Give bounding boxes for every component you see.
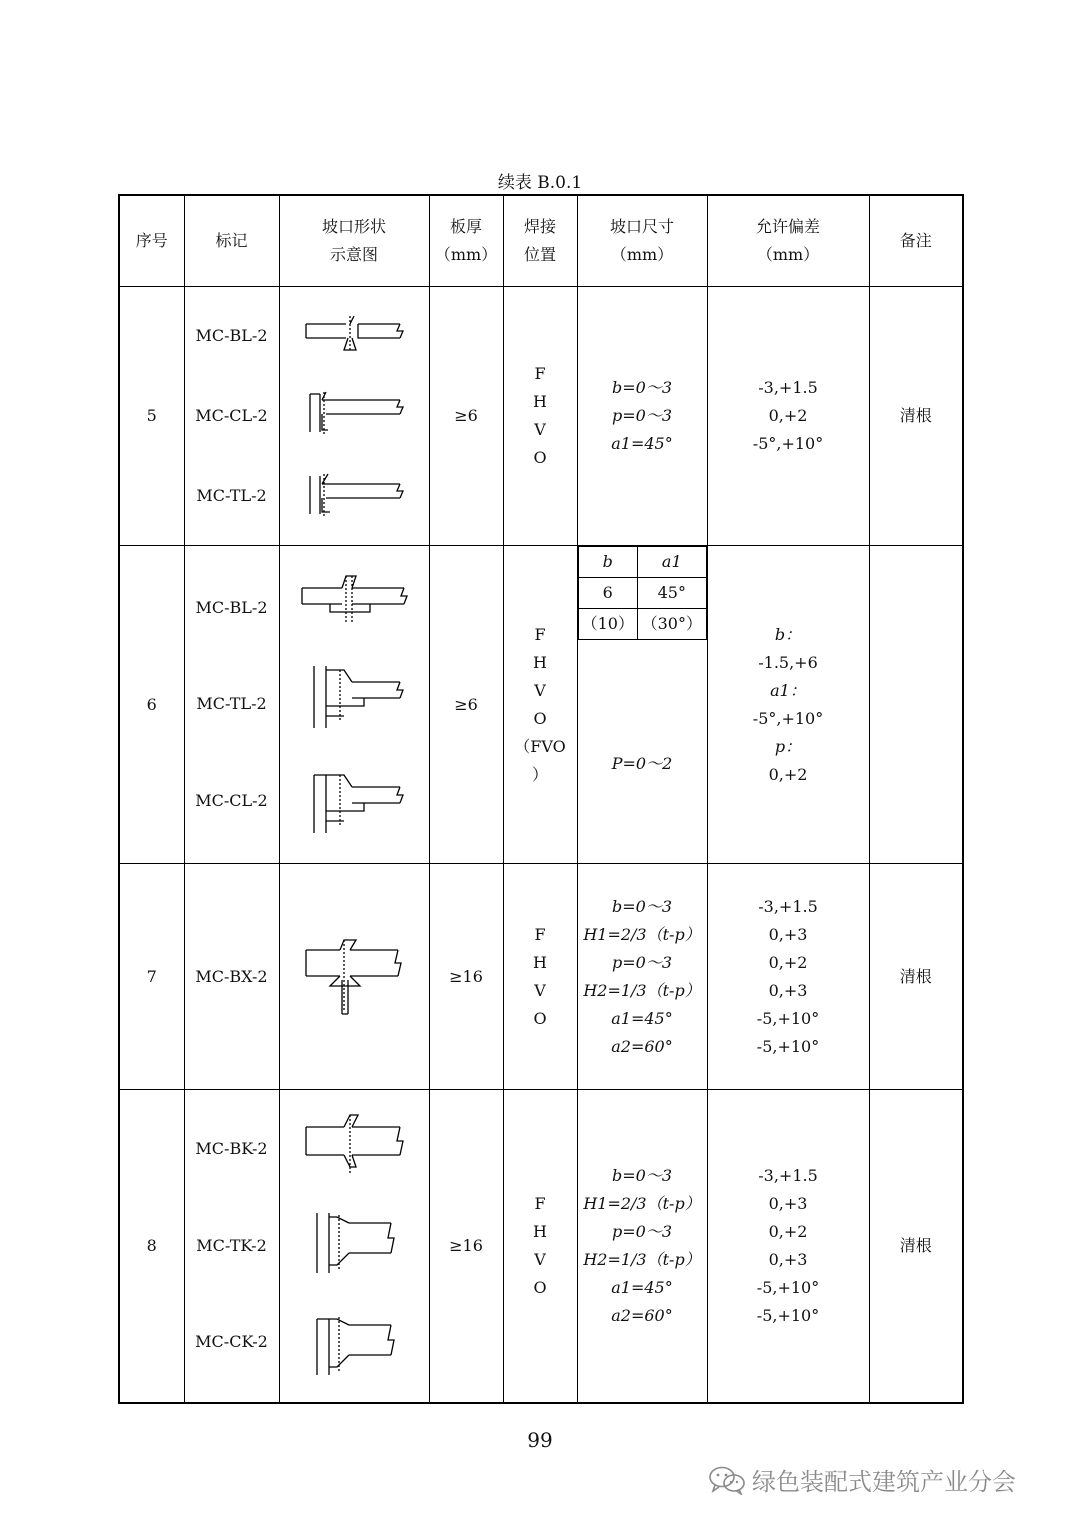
position-code: V	[534, 980, 546, 1000]
size-value: b=0～3	[611, 896, 672, 916]
mark: MC-TL-2	[196, 694, 267, 714]
position-code: O	[533, 1277, 547, 1297]
watermark-text: 绿色装配式建筑产业分会	[752, 1468, 1016, 1496]
diagram-cell	[279, 287, 429, 546]
header-thickness-line1: 板厚	[449, 217, 482, 236]
watermark	[708, 1462, 1016, 1497]
tolerance-value: 0,+2	[768, 764, 808, 784]
seq-cell: 8	[119, 1090, 184, 1403]
tolerance-cell	[707, 864, 869, 1090]
mark-cell	[184, 1090, 279, 1403]
wechat-icon	[708, 1465, 746, 1495]
sub-cell: （30°）	[638, 609, 706, 640]
header-row	[119, 195, 963, 287]
mark: MC-BL-2	[195, 597, 268, 617]
tolerance-value: 0,+3	[768, 1249, 808, 1269]
size-value: b=0～3	[611, 1165, 672, 1185]
tolerance-value: 0,+2	[768, 406, 808, 425]
corner-joint-backing-diagram	[304, 767, 404, 837]
tolerance-value: -1.5,+6	[758, 652, 818, 672]
position-code: H	[533, 652, 547, 672]
size-value: p=0～3	[611, 1221, 672, 1241]
tolerance-value: -5,+10°	[756, 1305, 820, 1325]
mark: MC-BK-2	[195, 1139, 268, 1159]
tolerance-value: -5,+10°	[756, 1036, 820, 1056]
header-position-line2: 位置	[523, 245, 556, 264]
size-value: a1=45°	[611, 434, 673, 453]
header-shape	[279, 195, 429, 287]
tolerance-value: 0,+2	[768, 952, 808, 972]
position-code: V	[534, 420, 546, 439]
mark: MC-BL-2	[195, 326, 268, 345]
diagram-cell	[279, 864, 429, 1090]
position-code: F	[534, 1193, 546, 1213]
sub-header: b	[578, 547, 638, 578]
table-row	[119, 1090, 963, 1403]
tolerance-value: 0,+2	[768, 1221, 808, 1241]
size-value: a2=60°	[611, 1036, 673, 1056]
diagram-cell	[279, 1090, 429, 1403]
thickness-cell: ≥16	[429, 1090, 503, 1403]
position-code: H	[533, 1221, 547, 1241]
diagram-cell	[279, 546, 429, 864]
table-row	[119, 546, 963, 864]
note-cell: 清根	[869, 1090, 963, 1403]
size-cell	[577, 864, 707, 1090]
k-groove-butt-diagram	[304, 1111, 404, 1177]
header-mark: 标记	[184, 195, 279, 287]
sub-header: a1	[638, 547, 706, 578]
tolerance-value: -3,+1.5	[758, 378, 818, 397]
size-value: b=0～3	[611, 378, 672, 397]
table-row	[119, 864, 963, 1090]
mark-cell	[184, 546, 279, 864]
size-cell	[577, 1090, 707, 1403]
position-code: （FVO	[514, 736, 566, 756]
tolerance-value: -5°,+10°	[752, 434, 824, 453]
tolerance-value: -5°,+10°	[752, 708, 824, 728]
tolerance-cell	[707, 287, 869, 546]
position-code: F	[534, 924, 546, 944]
header-tolerance	[707, 195, 869, 287]
double-groove-butt-diagram	[304, 936, 404, 1018]
header-size-line1: 坡口尺寸	[609, 217, 674, 236]
tolerance-value: -5,+10°	[756, 1008, 820, 1028]
k-groove-corner-diagram	[309, 1309, 399, 1381]
sub-cell: （10）	[578, 609, 638, 640]
header-note: 备注	[869, 195, 963, 287]
position-code: H	[533, 952, 547, 972]
sub-cell: 45°	[638, 578, 706, 609]
sub-cell: 6	[578, 578, 638, 609]
thickness-cell: ≥6	[429, 287, 503, 546]
mark: MC-CL-2	[195, 406, 268, 425]
header-size-line2: （mm）	[610, 245, 674, 264]
size-value: a1=45°	[611, 1008, 673, 1028]
thickness-cell: ≥16	[429, 864, 503, 1090]
tolerance-value: -3,+1.5	[758, 896, 818, 916]
size-value: H1=2/3（t-p）	[583, 924, 701, 944]
note-cell	[869, 546, 963, 864]
header-shape-line2: 示意图	[329, 245, 378, 264]
position-code: V	[534, 680, 546, 700]
position-cell	[503, 1090, 577, 1403]
header-shape-line1: 坡口形状	[321, 217, 386, 236]
mark: MC-CK-2	[195, 1332, 268, 1352]
note-cell: 清根	[869, 864, 963, 1090]
position-code: F	[534, 624, 546, 644]
position-cell	[503, 287, 577, 546]
note-cell: 清根	[869, 287, 963, 546]
size-value: p=0～3	[611, 406, 672, 425]
header-thickness	[429, 195, 503, 287]
tolerance-label: a1：	[770, 680, 806, 700]
tolerance-label: p：	[774, 736, 802, 756]
tolerance-value: -3,+1.5	[758, 1165, 818, 1185]
position-code: ）	[531, 764, 548, 784]
position-code: H	[533, 392, 547, 411]
butt-joint-diagram	[304, 314, 404, 354]
mark: MC-TL-2	[196, 486, 267, 505]
position-cell	[503, 864, 577, 1090]
mark: MC-CL-2	[195, 791, 268, 811]
header-tolerance-line1: 允许偏差	[755, 217, 820, 236]
k-groove-t-diagram	[309, 1207, 399, 1279]
seq-cell: 6	[119, 546, 184, 864]
t-joint-backing-diagram	[304, 662, 404, 732]
mark-cell	[184, 864, 279, 1090]
header-seq: 序号	[119, 195, 184, 287]
position-code: V	[534, 1249, 546, 1269]
position-code: F	[534, 364, 546, 383]
butt-joint-backing-diagram	[300, 572, 408, 628]
size-cell	[577, 546, 707, 864]
size-value: H2=1/3（t-p）	[583, 980, 701, 1000]
position-code: O	[533, 1008, 547, 1028]
size-value: a1=45°	[611, 1277, 673, 1297]
size-cell	[577, 287, 707, 546]
groove-sub-table	[578, 546, 707, 640]
position-code: O	[533, 448, 547, 467]
tolerance-value: 0,+3	[768, 1193, 808, 1213]
mark: MC-BX-2	[195, 966, 268, 986]
seq-cell: 7	[119, 864, 184, 1090]
header-tolerance-line2: （mm）	[756, 245, 820, 264]
tolerance-value: -5,+10°	[756, 1277, 820, 1297]
table-row	[119, 287, 963, 546]
size-value: H2=1/3（t-p）	[583, 1249, 701, 1269]
seq-cell: 5	[119, 287, 184, 546]
t-joint-diagram	[304, 472, 404, 518]
header-position-line1: 焊接	[523, 217, 556, 236]
weld-groove-table	[118, 194, 964, 1404]
tolerance-value: 0,+3	[768, 924, 808, 944]
page-number: 99	[527, 1428, 553, 1452]
tolerance-cell	[707, 546, 869, 864]
header-size	[577, 195, 707, 287]
header-thickness-line2: （mm）	[434, 245, 498, 264]
mark-cell	[184, 287, 279, 546]
header-position	[503, 195, 577, 287]
tolerance-cell	[707, 1090, 869, 1403]
position-code: O	[533, 708, 547, 728]
position-cell	[503, 546, 577, 864]
table-caption: 续表 B.0.1	[497, 173, 583, 193]
thickness-cell: ≥6	[429, 546, 503, 864]
tolerance-value: 0,+3	[768, 980, 808, 1000]
size-value: a2=60°	[611, 1305, 673, 1325]
mark: MC-TK-2	[196, 1235, 267, 1255]
corner-joint-diagram	[304, 390, 404, 436]
tolerance-label: b：	[774, 624, 802, 644]
size-value: H1=2/3（t-p）	[583, 1193, 701, 1213]
size-value: P=0～2	[611, 754, 673, 773]
size-value: p=0～3	[611, 952, 672, 972]
